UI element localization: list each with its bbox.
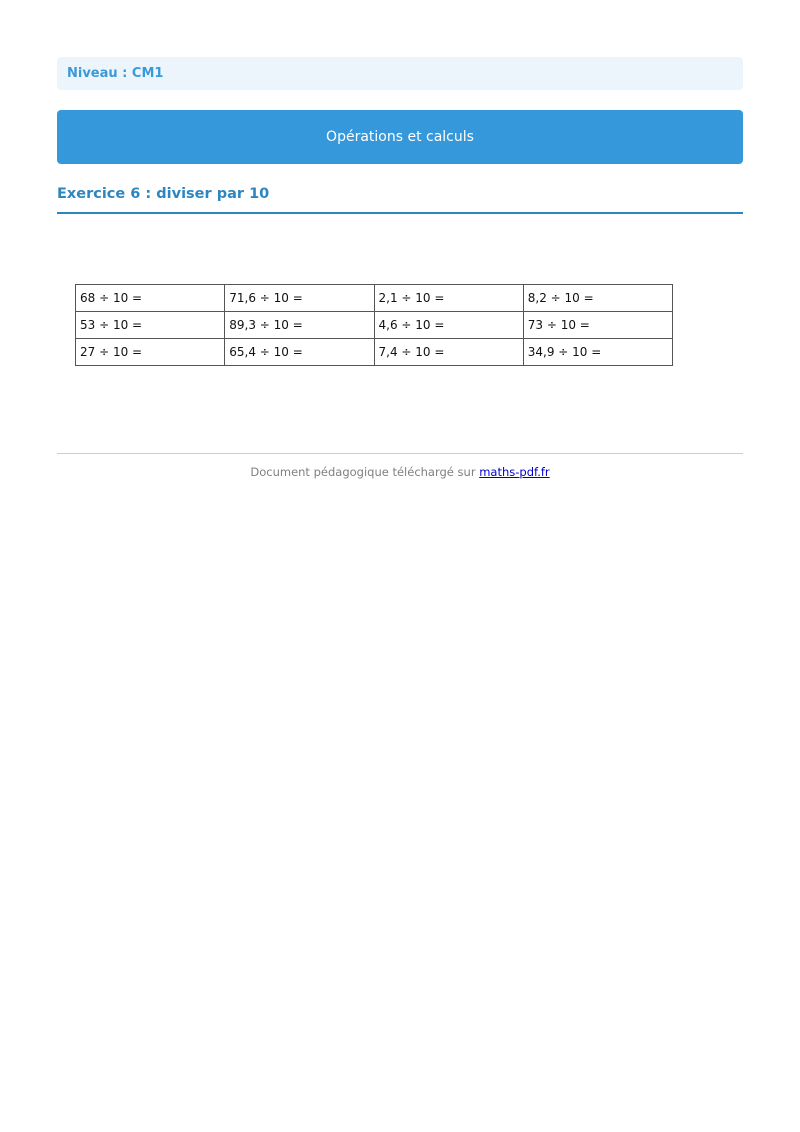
table-cell: 34,9 ÷ 10 = [523,339,672,366]
table-cell: 4,6 ÷ 10 = [374,312,523,339]
level-banner [57,57,743,90]
table-cell: 8,2 ÷ 10 = [523,285,672,312]
level-label: Niveau : CM1 [67,66,164,81]
footer-divider [57,453,743,454]
table-cell: 68 ÷ 10 = [76,285,225,312]
table-cell: 27 ÷ 10 = [76,339,225,366]
table-row [76,339,673,366]
title-banner [57,110,743,164]
footer-link[interactable]: maths-pdf.fr [479,465,550,479]
exercise-heading [57,184,743,214]
table-cell: 73 ÷ 10 = [523,312,672,339]
page-title: Opérations et calculs [326,129,474,145]
table-cell: 7,4 ÷ 10 = [374,339,523,366]
table-cell: 53 ÷ 10 = [76,312,225,339]
table-row [76,285,673,312]
exercise-title: Exercice 6 : diviser par 10 [57,186,270,202]
table-cell: 2,1 ÷ 10 = [374,285,523,312]
table-cell: 89,3 ÷ 10 = [225,312,374,339]
footer [57,465,743,479]
table-cell: 71,6 ÷ 10 = [225,285,374,312]
footer-text: Document pédagogique téléchargé sur [250,465,480,479]
exercise-table [75,284,673,366]
table-cell: 65,4 ÷ 10 = [225,339,374,366]
table-row [76,312,673,339]
